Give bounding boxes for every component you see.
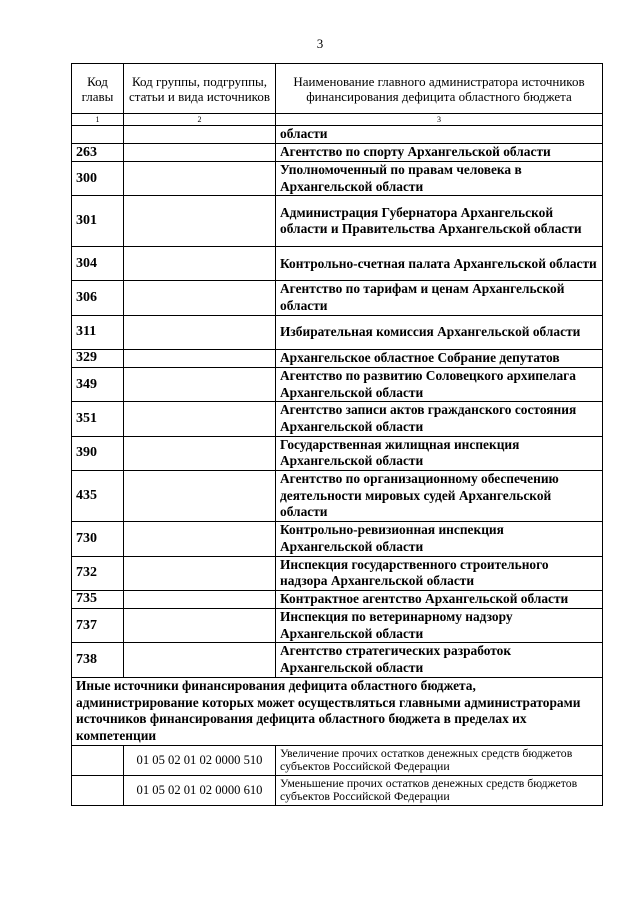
column-index: 3 <box>276 114 603 126</box>
source-description: Увеличение прочих остатков денежных средств бюджетов субъектов Российской Федерации <box>276 745 603 775</box>
page-number: 3 <box>316 36 324 51</box>
section-title: Иные источники финансирования дефицита областного бюджета, администрирование которых может осуществляться главными администраторами источников финансирования дефицита областного бюджета в пределах их компетенции <box>72 677 603 745</box>
administrator-name: Агентство по спорту Архангельской области <box>276 144 603 162</box>
column-index-row <box>72 114 603 126</box>
chapter-code: 304 <box>72 247 124 281</box>
source-row <box>72 775 603 805</box>
administrator-name: Контрольно-ревизионная инспекция Архангельской области <box>276 522 603 556</box>
chapter-code <box>72 745 124 775</box>
chapter-code: 737 <box>72 608 124 642</box>
header-chapter-code: Код главы <box>72 64 124 114</box>
table-row <box>72 643 603 677</box>
chapter-code: 351 <box>72 402 124 436</box>
chapter-code: 300 <box>72 162 124 196</box>
table-row <box>72 471 603 522</box>
table-row <box>72 590 603 608</box>
administrator-name: Администрация Губернатора Архангельской области и Правительства Архангельской области <box>276 196 603 247</box>
source-group-code: 01 05 02 01 02 0000 510 <box>124 745 276 775</box>
chapter-code: 263 <box>72 144 124 162</box>
table-row <box>72 315 603 349</box>
chapter-code: 730 <box>72 522 124 556</box>
chapter-code: 349 <box>72 367 124 401</box>
table-header-row <box>72 64 603 114</box>
administrator-name: Избирательная комиссия Архангельской области <box>276 315 603 349</box>
chapter-code: 435 <box>72 471 124 522</box>
chapter-code: 306 <box>72 281 124 315</box>
administrator-name: Агентство по тарифам и ценам Архангельской области <box>276 281 603 315</box>
table-row <box>72 608 603 642</box>
table-row <box>72 144 603 162</box>
source-group-code: 01 05 02 01 02 0000 610 <box>124 775 276 805</box>
section-row <box>72 677 603 745</box>
chapter-code: 735 <box>72 590 124 608</box>
column-index: 1 <box>72 114 124 126</box>
administrator-name: Инспекция по ветеринарному надзору Архангельской области <box>276 608 603 642</box>
table-row <box>72 196 603 247</box>
administrator-name: Агентство по организационному обеспечению деятельности мировых судей Архангельской области <box>276 471 603 522</box>
chapter-code: 738 <box>72 643 124 677</box>
continuation-text: области <box>276 126 603 144</box>
administrator-name: Уполномоченный по правам человека в Архангельской области <box>276 162 603 196</box>
table-row <box>72 247 603 281</box>
administrator-name: Контрактное агентство Архангельской области <box>276 590 603 608</box>
table-row <box>72 367 603 401</box>
administrator-name: Контрольно-счетная палата Архангельской области <box>276 247 603 281</box>
chapter-code: 311 <box>72 315 124 349</box>
administrator-name: Агентство записи актов гражданского состояния Архангельской области <box>276 402 603 436</box>
source-description: Уменьшение прочих остатков денежных средств бюджетов субъектов Российской Федерации <box>276 775 603 805</box>
administrator-name: Государственная жилищная инспекция Архангельской области <box>276 436 603 470</box>
table-row <box>72 402 603 436</box>
table-row <box>72 162 603 196</box>
table-row <box>72 349 603 367</box>
administrator-name: Агентство стратегических разработок Архангельской области <box>276 643 603 677</box>
administrator-name: Архангельское областное Собрание депутатов <box>276 349 603 367</box>
chapter-code: 390 <box>72 436 124 470</box>
table-row <box>72 436 603 470</box>
table-row <box>72 522 603 556</box>
header-administrator-name: Наименование главного администратора источников финансирования дефицита областного бюджета <box>276 64 603 114</box>
column-index: 2 <box>124 114 276 126</box>
continuation-row <box>72 126 603 144</box>
chapter-code: 732 <box>72 556 124 590</box>
table-row <box>72 556 603 590</box>
chapter-code: 301 <box>72 196 124 247</box>
administrators-table <box>71 63 603 806</box>
administrator-name: Инспекция государственного строительного надзора Архангельской области <box>276 556 603 590</box>
administrator-name: Агентство по развитию Соловецкого архипелага Архангельской области <box>276 367 603 401</box>
table-row <box>72 281 603 315</box>
chapter-code: 329 <box>72 349 124 367</box>
source-row <box>72 745 603 775</box>
chapter-code <box>72 775 124 805</box>
header-group-code: Код группы, подгруппы, статьи и вида источников <box>124 64 276 114</box>
